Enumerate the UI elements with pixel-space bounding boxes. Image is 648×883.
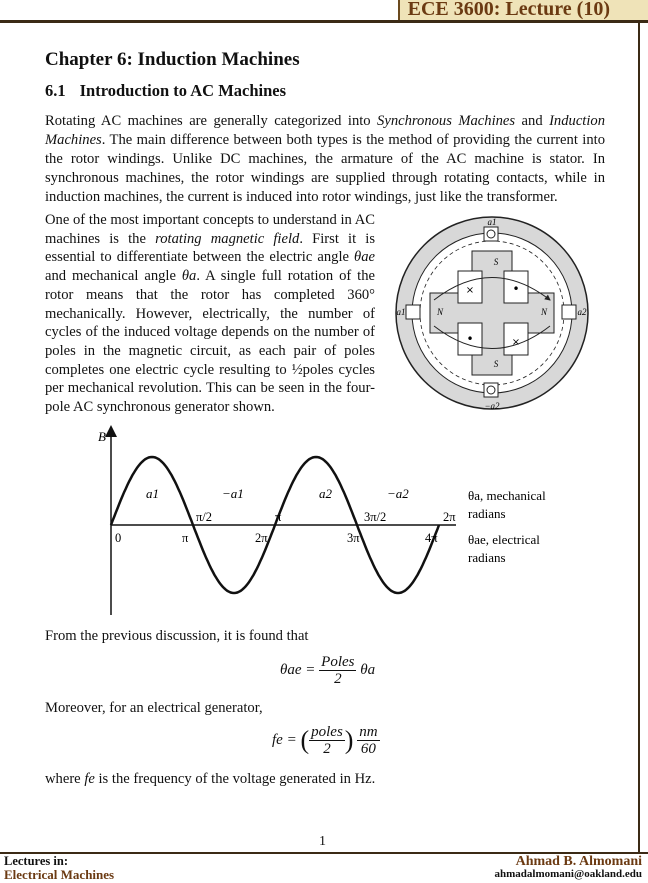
rotating-field-paragraph	[45, 211, 375, 417]
section-title: Introduction to AC Machines	[79, 81, 287, 100]
frame-right-rule	[638, 20, 640, 853]
label-a2-right: a2	[577, 307, 587, 317]
theta-ae-symbol: θae	[354, 249, 375, 266]
para2-text-c: and mechanical angle	[45, 268, 182, 285]
author-email: ahmadalmomani@oakland.edu	[494, 868, 642, 880]
eq1-rhs: θa	[360, 661, 376, 678]
eq2-fraction-speed	[357, 724, 379, 757]
svg-text:×: ×	[511, 337, 521, 348]
mech-axis-label-2: radians	[468, 506, 506, 521]
eq2-denominator-2: 60	[360, 741, 376, 757]
equation-frequency: fe = ( $\frac{\text{poles}}{2}$ ) $\frac{nm}{60}$	[272, 724, 378, 757]
label-s-top: S	[493, 257, 499, 267]
author-name: Ahmad B. Almomani	[515, 854, 642, 869]
para2-text-a: One of the most important concepts to understand in AC machines is the	[45, 212, 375, 247]
eq2-fraction-poles	[309, 724, 345, 757]
eq2-denominator: 2	[323, 741, 331, 757]
eq2-lhs: fe =	[272, 731, 297, 748]
label-n-left: N	[436, 307, 444, 317]
para2-rotating-term: rotating magnetic field	[155, 230, 300, 247]
text-after-figure: From the previous discussion, it is found that	[45, 628, 309, 644]
label-s-bottom: S	[493, 359, 499, 369]
label-n-right: N	[540, 307, 548, 317]
para2-text-d: . A single full rotation of the rotor means that the rotor has completed 360° mechanically. However, electrically, the number of cycles of the induced voltage depends on the number of poles in the magnetic circuit, as each pair of poles completes one electric cycle resulting to ½poles cycles per mechanical revolution. This can be seen in the four-pole AC synchronous generator shown.	[45, 268, 375, 416]
region-label-minus-a1: −a1	[222, 486, 244, 501]
eq1-numerator: Poles	[321, 654, 355, 670]
eq1-fraction	[319, 654, 356, 687]
svg-text:•: •	[512, 282, 520, 296]
footer-lectures-in: Lectures in:	[4, 854, 68, 868]
region-label-a1: a1	[146, 486, 159, 501]
eq2-numerator: poles	[311, 724, 343, 740]
eq1-denominator: 2	[334, 671, 342, 687]
main-content	[45, 50, 605, 207]
mech-tick-4: 2π	[443, 510, 456, 524]
footer-right	[495, 855, 642, 881]
footer-left	[4, 855, 114, 881]
label-a2-bottom: −a2	[484, 401, 500, 411]
intro-paragraph	[45, 112, 605, 207]
text-where	[45, 771, 375, 788]
elec-tick-1: 0	[115, 531, 122, 545]
mech-tick-3: 3π/2	[364, 510, 387, 524]
label-a1-left: a1	[396, 307, 406, 317]
chapter-title: Chapter 6: Induction Machines	[45, 49, 300, 70]
where-text-a: where	[45, 771, 85, 787]
elec-axis-label-2: radians	[468, 550, 506, 565]
svg-text:×: ×	[465, 285, 475, 296]
axis-label-b: B	[98, 429, 106, 444]
elec-tick-2: π	[182, 531, 189, 545]
region-label-minus-a2: −a2	[387, 486, 409, 501]
mech-tick-1: π/2	[196, 510, 213, 524]
page-number: 1	[319, 834, 326, 849]
elec-tick-3: 2π	[255, 531, 268, 545]
para1-text-a: Rotating AC machines are generally categorized into	[45, 113, 378, 129]
elec-axis-label-1: θae, electrical	[468, 532, 540, 547]
elec-tick-5: 4π	[425, 531, 438, 545]
equation-theta-ae	[280, 654, 375, 687]
theta-a-symbol: θa	[181, 268, 197, 285]
text-moreover: Moreover, for an electrical generator,	[45, 700, 263, 716]
section-number: 6.1	[45, 81, 66, 100]
lecture-title: ECE 3600: Lecture (10)	[407, 0, 610, 20]
where-text-b: is the frequency of the voltage generated in Hz.	[94, 771, 376, 787]
footer-course-name: Electrical Machines	[4, 867, 115, 882]
region-label-a2: a2	[319, 486, 332, 501]
eq1-lhs: θae =	[280, 661, 316, 678]
para2-text-b: . First it is essential to differentiate between the electric angle	[45, 230, 376, 266]
para1-text-b: and	[515, 113, 550, 129]
eq2-numerator-2: nm	[359, 724, 378, 740]
flux-waveform-figure	[84, 425, 564, 620]
svg-text:•: •	[466, 332, 474, 346]
para1-synchronous-term: Synchronous Machines	[377, 113, 516, 129]
four-pole-machine-diagram	[394, 215, 590, 411]
label-a1-top: a1	[487, 217, 497, 227]
mech-tick-2: π	[275, 510, 282, 524]
mech-axis-label-1: θa, mechanical	[468, 488, 546, 503]
para1-text-c: . The main difference between both types is the method of providing the current into the rotor windings. Unlike DC machines, the armature of the AC machine is stator. In synchronous machines, the rotor windings are supplied through rotating contacts, while in induction machines, the current is induced into rotor windings, just like the transformer.	[45, 132, 605, 205]
fe-symbol: fe	[84, 771, 95, 787]
elec-tick-4: 3π	[347, 531, 360, 545]
section-heading	[45, 81, 605, 100]
para1-induction-term: Induction Machines	[45, 113, 605, 148]
frame-top-rule	[0, 20, 648, 23]
